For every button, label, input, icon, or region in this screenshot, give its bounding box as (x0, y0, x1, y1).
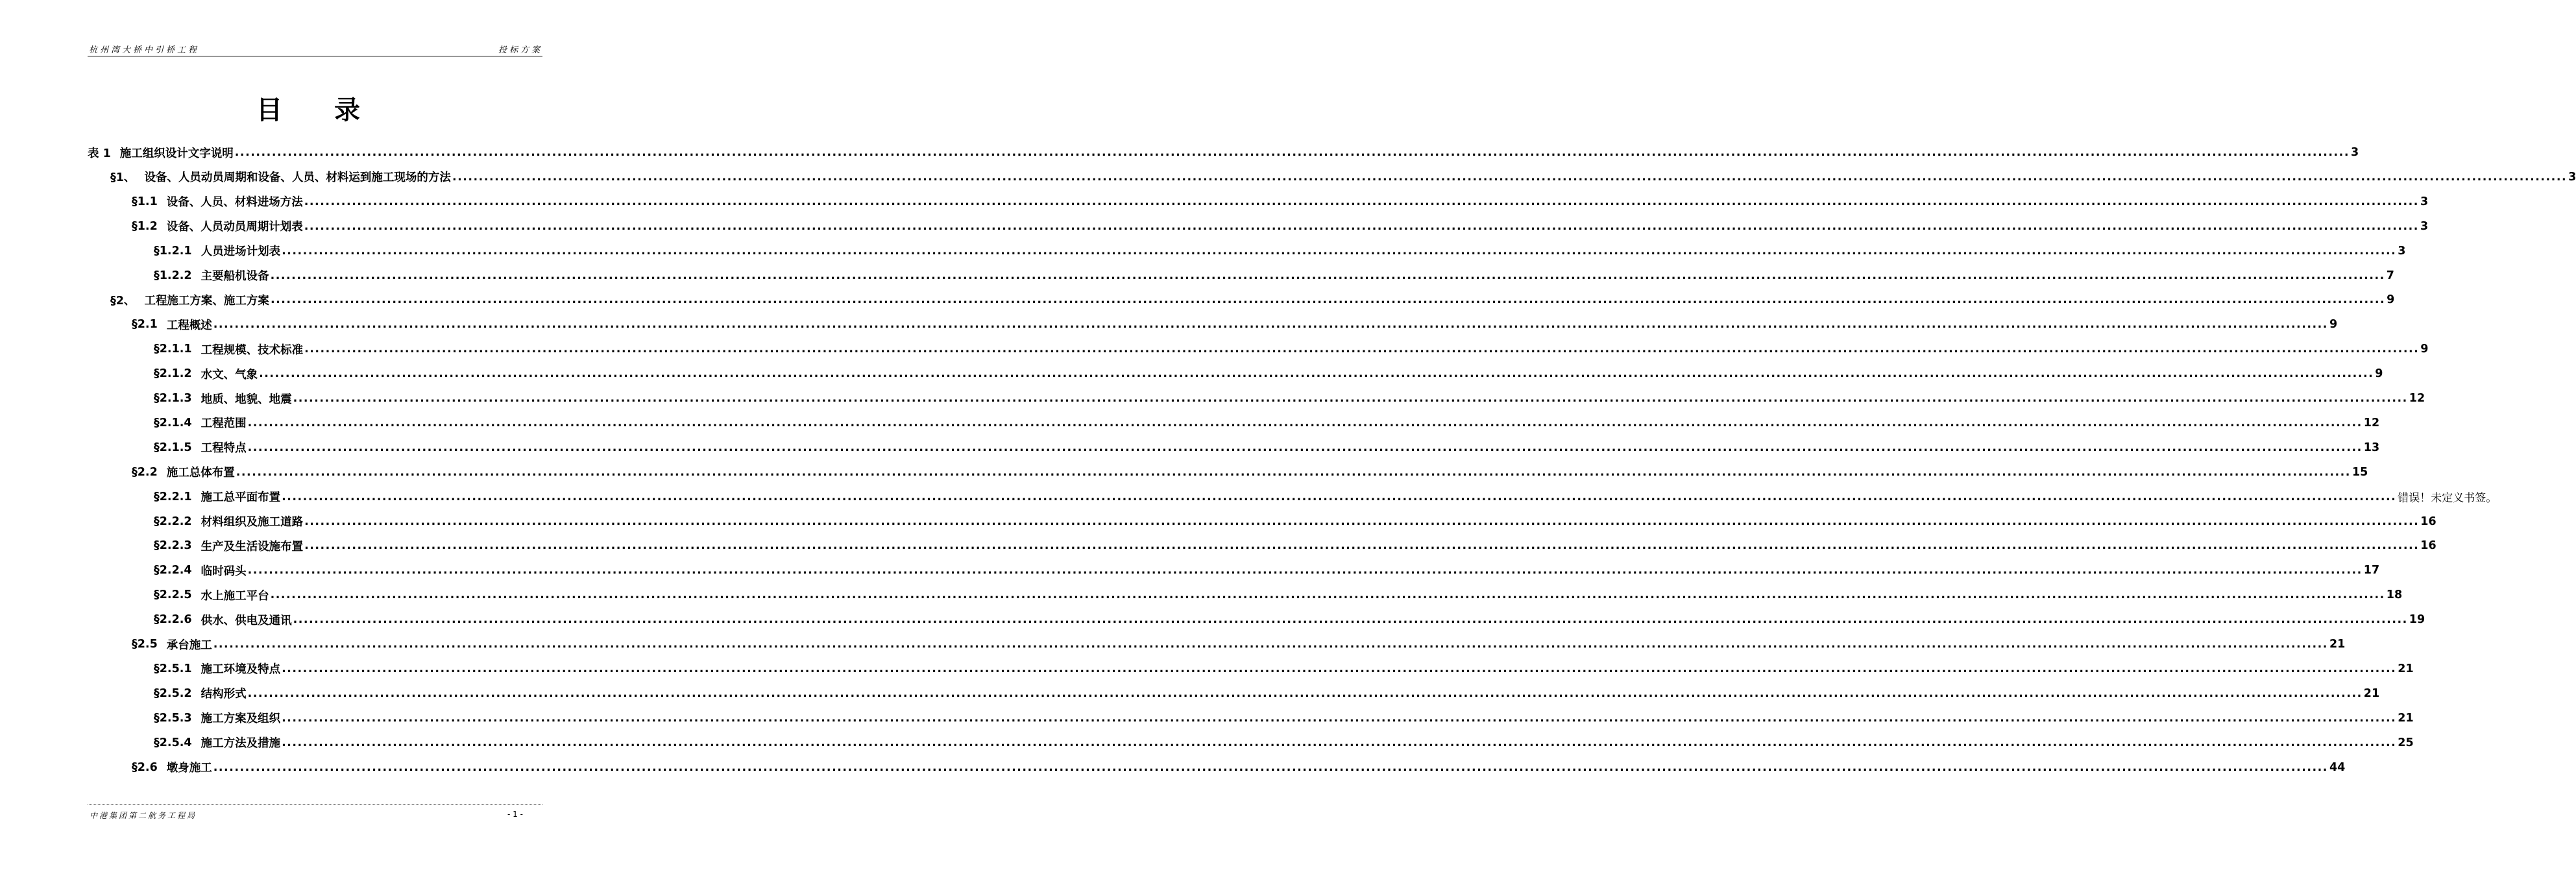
toc-leader-dots: ................................................................................................................................................................................................................................................................................................................................................................................................................ (282, 736, 2397, 749)
toc-leader-dots: ................................................................................................................................................................................................................................................................................................................................................................................................................ (282, 711, 2397, 725)
toc-entry-number: §2.2 (132, 465, 158, 479)
toc-entry-number: §2.1.1 (154, 343, 192, 356)
toc-entry-title: 材料组织及施工道路 (200, 516, 304, 529)
toc-entry[interactable] (154, 435, 2380, 460)
toc-entry[interactable] (154, 485, 2497, 509)
toc-entry[interactable] (110, 165, 2576, 189)
toc-entry[interactable] (154, 681, 2380, 706)
toc-leader-dots: ................................................................................................................................................................................................................................................................................................................................................................................................................ (213, 638, 2328, 651)
toc-entry[interactable] (88, 140, 2359, 165)
toc-entry-page: 44 (2329, 760, 2346, 774)
toc-entry-page: 9 (2420, 343, 2429, 356)
toc-entry-page: 错误！未定义书签。 (2398, 492, 2497, 505)
toc-entry-page: 9 (2387, 293, 2395, 307)
toc-leader-dots: ................................................................................................................................................................................................................................................................................................................................................................................................................ (236, 465, 2351, 479)
toc-entry[interactable] (154, 361, 2383, 386)
toc-entry-title: 设备、人员、材料进场方法 (166, 196, 303, 210)
toc-leader-dots: ................................................................................................................................................................................................................................................................................................................................................................................................................ (247, 441, 2363, 454)
toc-entry-number: §2.1 (132, 318, 158, 332)
toc-entry[interactable] (154, 583, 2403, 607)
toc-entry[interactable] (154, 239, 2406, 263)
footer-company: 中港集团第二航务工程局 (90, 811, 197, 820)
title-char-1: 目 (256, 95, 282, 125)
toc-entry[interactable] (154, 657, 2414, 681)
toc-entry-page: 3 (2420, 219, 2429, 233)
toc-leader-dots: ................................................................................................................................................................................................................................................................................................................................................................................................................ (247, 686, 2363, 700)
toc-leader-dots: ................................................................................................................................................................................................................................................................................................................................................................................................................ (304, 515, 2420, 528)
toc-entry-number: §1、 (110, 171, 136, 185)
toc-entry-number: §2.2.1 (154, 490, 192, 503)
toc-leader-dots: ................................................................................................................................................................................................................................................................................................................................................................................................................ (282, 662, 2397, 675)
toc-entry[interactable] (154, 386, 2425, 411)
toc-entry[interactable] (132, 312, 2338, 337)
header-project-name: 杭州湾大桥中引桥工程 (89, 45, 200, 55)
toc-leader-dots: ................................................................................................................................................................................................................................................................................................................................................................................................................ (259, 367, 2374, 381)
toc-entry[interactable] (132, 460, 2368, 485)
toc-entry[interactable] (154, 411, 2380, 435)
toc-entry-title: 施工总体布置 (166, 466, 235, 480)
toc-entry-title: 施工总平面布置 (200, 491, 281, 505)
toc-entry-number: §2.1.2 (154, 367, 192, 381)
toc-entry-page: 25 (2398, 736, 2414, 749)
toc-entry-title: 工程范围 (200, 417, 247, 431)
toc-entry[interactable] (110, 287, 2395, 312)
toc-entry-title: 施工组织设计文字说明 (119, 147, 234, 160)
toc-leader-dots: ................................................................................................................................................................................................................................................................................................................................................................................................................ (304, 195, 2419, 208)
toc-leader-dots: ................................................................................................................................................................................................................................................................................................................................................................................................................ (293, 613, 2408, 627)
page-title (0, 90, 616, 127)
toc-entry-title: 施工方案及组织 (200, 712, 281, 726)
toc-entry-page: 17 (2363, 564, 2380, 577)
toc-entry-page: 7 (2386, 269, 2394, 282)
toc-leader-dots: ................................................................................................................................................................................................................................................................................................................................................................................................................ (452, 170, 2568, 184)
toc-entry-page: 16 (2420, 515, 2436, 528)
toc-entry-title: 设备、人员动员周期和设备、人员、材料运到施工现场的方法 (144, 171, 451, 185)
toc-entry[interactable] (154, 731, 2414, 755)
toc-entry-number: §1.2 (132, 219, 158, 233)
toc-entry-title: 工程施工方案、施工方案 (144, 294, 269, 308)
toc-entry-title: 供水、供电及通讯 (200, 614, 292, 627)
toc-entry-title: 结构形式 (200, 688, 247, 701)
toc-entry-title: 水文、气象 (200, 368, 258, 382)
page-header (88, 42, 542, 56)
toc-entry-number: 表 1 (88, 147, 111, 160)
toc-entry-title: 生产及生活设施布置 (200, 540, 304, 553)
toc-entry[interactable] (154, 533, 2436, 558)
toc-entry-number: §1.2.1 (154, 244, 192, 258)
toc-leader-dots: ................................................................................................................................................................................................................................................................................................................................................................................................................ (304, 539, 2420, 553)
toc-entry-number: §2.1.3 (154, 392, 192, 405)
toc-entry-page: 21 (2329, 638, 2346, 651)
toc-entry-page: 21 (2398, 662, 2414, 675)
toc-entry[interactable] (154, 558, 2380, 583)
toc-entry-page: 12 (2363, 416, 2380, 430)
toc-entry-number: §2、 (110, 294, 136, 308)
toc-entry-page: 3 (2398, 244, 2406, 258)
toc-entry-title: 人员进场计划表 (200, 245, 281, 259)
toc-entry-title: 墩身施工 (166, 762, 212, 775)
toc-entry-title: 地质、地貌、地震 (200, 393, 292, 406)
toc-entry-page: 15 (2351, 465, 2368, 479)
toc-entry-page: 3 (2568, 170, 2576, 184)
toc-leader-dots: ................................................................................................................................................................................................................................................................................................................................................................................................................ (282, 490, 2397, 503)
toc-entry-title: 主要船机设备 (200, 270, 269, 283)
toc-entry-page: 18 (2386, 588, 2403, 602)
toc-entry-number: §2.1.5 (154, 441, 192, 454)
toc-entry-number: §2.5.2 (154, 686, 192, 700)
toc-leader-dots: ................................................................................................................................................................................................................................................................................................................................................................................................................ (247, 564, 2363, 577)
toc-leader-dots: ................................................................................................................................................................................................................................................................................................................................................................................................................ (234, 146, 2350, 159)
toc-entry[interactable] (154, 337, 2429, 361)
toc-entry-number: §2.5.3 (154, 711, 192, 725)
toc-leader-dots: ................................................................................................................................................................................................................................................................................................................................................................................................................ (213, 318, 2328, 332)
title-char-2: 录 (334, 95, 360, 125)
toc-entry-title: 设备、人员动员周期计划表 (166, 221, 303, 234)
toc-entry-title: 工程规模、技术标准 (200, 343, 304, 357)
toc-entry[interactable] (132, 755, 2346, 780)
toc-entry-number: §2.2.5 (154, 588, 192, 602)
toc-entry-title: 工程特点 (200, 442, 247, 455)
toc-leader-dots: ................................................................................................................................................................................................................................................................................................................................................................................................................ (270, 588, 2385, 602)
toc-entry-page: 9 (2375, 367, 2383, 381)
toc-leader-dots: ................................................................................................................................................................................................................................................................................................................................................................................................................ (247, 416, 2363, 430)
toc-entry-page: 13 (2363, 441, 2380, 454)
toc-entry-title: 承台施工 (166, 638, 212, 652)
toc-entry-page: 3 (2420, 195, 2429, 208)
toc-entry-page: 9 (2329, 318, 2338, 332)
toc-entry[interactable] (154, 607, 2425, 632)
toc-entry-number: §2.2.3 (154, 539, 192, 553)
toc-leader-dots: ................................................................................................................................................................................................................................................................................................................................................................................................................ (304, 343, 2420, 356)
toc-leader-dots: ................................................................................................................................................................................................................................................................................................................................................................................................................ (282, 244, 2397, 258)
toc-entry-number: §2.1.4 (154, 416, 192, 430)
toc-entry-number: §1.2.2 (154, 269, 192, 282)
toc-entry[interactable] (132, 189, 2429, 214)
toc-leader-dots: ................................................................................................................................................................................................................................................................................................................................................................................................................ (304, 219, 2419, 233)
toc-entry-page: 19 (2409, 613, 2425, 627)
toc-entry-title: 施工方法及措施 (200, 737, 281, 751)
toc-entry-page: 21 (2363, 686, 2380, 700)
toc-entry[interactable] (154, 509, 2436, 534)
toc-entry-number: §2.2.2 (154, 515, 192, 528)
toc-leader-dots: ................................................................................................................................................................................................................................................................................................................................................................................................................ (293, 392, 2408, 405)
toc-entry-page: 3 (2350, 146, 2359, 159)
toc-entry-number: §2.2.4 (154, 564, 192, 577)
toc-entry[interactable] (132, 632, 2346, 657)
toc-entry-page: 21 (2398, 711, 2414, 725)
toc-entry-title: 水上施工平台 (200, 589, 269, 603)
toc-entry[interactable] (154, 263, 2394, 288)
toc-entry-title: 工程概述 (166, 319, 212, 332)
toc-entry-page: 16 (2420, 539, 2436, 553)
toc-entry-number: §2.5 (132, 638, 158, 651)
footer-page-number: - 1 - (507, 810, 523, 819)
toc-entry[interactable] (154, 706, 2414, 731)
toc-leader-dots: ................................................................................................................................................................................................................................................................................................................................................................................................................ (270, 269, 2385, 282)
toc-entry-number: §1.1 (132, 195, 158, 208)
toc-entry-number: §2.6 (132, 760, 158, 774)
toc-entry-title: 施工环境及特点 (200, 663, 281, 677)
toc-entry-number: §2.5.4 (154, 736, 192, 749)
toc-entry[interactable] (132, 214, 2429, 239)
toc-entry-number: §2.2.6 (154, 613, 192, 627)
toc-entry-number: §2.5.1 (154, 662, 192, 675)
toc-leader-dots: ................................................................................................................................................................................................................................................................................................................................................................................................................ (213, 760, 2328, 774)
header-doc-type: 投标方案 (498, 45, 542, 55)
toc-entry-page: 12 (2409, 392, 2425, 405)
toc-leader-dots: ................................................................................................................................................................................................................................................................................................................................................................................................................ (270, 293, 2386, 307)
toc-entry-title: 临时码头 (200, 564, 247, 578)
